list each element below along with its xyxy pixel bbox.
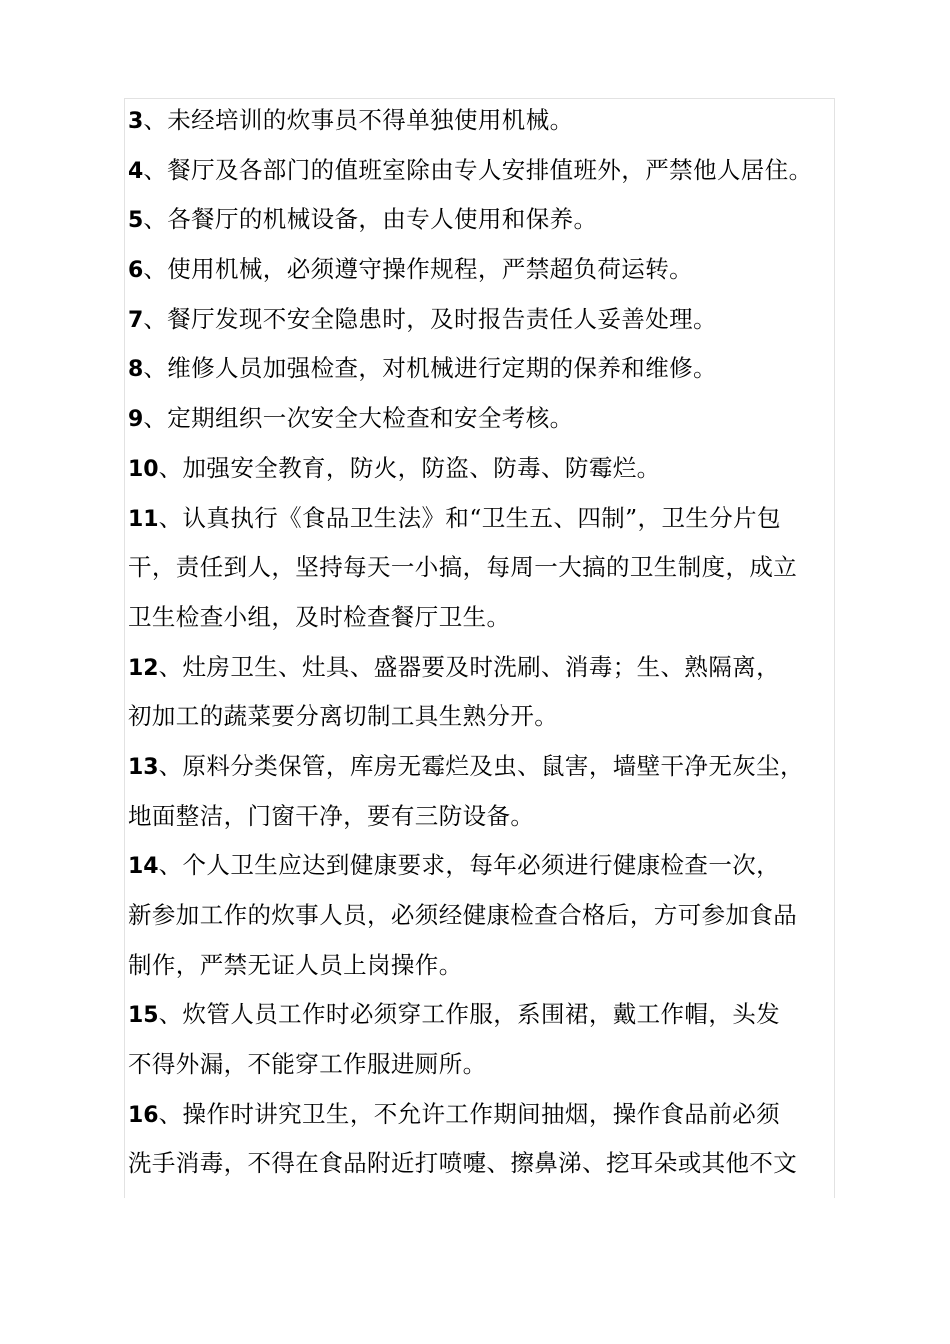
rule-item [128,146,844,196]
rule-line [128,742,844,792]
rule-line [128,245,844,295]
rule-number: 3 [128,109,144,134]
rule-number: 15 [128,1003,159,1029]
rule-line [128,394,844,444]
rule-line [128,195,844,245]
rule-text: 、定期组织一次安全大检查和安全考核。 [143,404,574,433]
rule-number: 10 [128,456,159,482]
rule-text: 、认真执行《食品卫生法》和“卫生五、四制”，卫生分片包 [158,503,781,532]
rule-text: 地面整洁，门窗干净，要有三防设备。 [128,801,535,830]
rule-line [128,841,844,891]
rule-text: 、使用机械，必须遵守操作规程，严禁超负荷运转。 [143,255,694,284]
rule-text: 制作，严禁无证人员上岗操作。 [128,950,463,979]
rule-item [128,1090,844,1189]
rule-number: 7 [128,307,144,333]
rule-line [128,494,844,544]
rule-line [128,1040,844,1090]
rule-number: 14 [128,854,159,880]
rule-item [128,643,844,742]
rule-line [128,295,844,345]
rule-number: 13 [128,754,159,780]
rule-text: 、加强安全教育，防火，防盗、防毒、防霉烂。 [158,453,661,482]
rule-text: 、各餐厅的机械设备，由专人使用和保养。 [143,205,598,234]
rule-line [128,543,844,593]
rule-text: 、原料分类保管，库房无霉烂及虫、鼠害，墙壁干净无灰尘， [158,751,804,780]
rule-item [128,494,844,643]
rule-number: 8 [128,357,144,383]
rule-text: 干，责任到人，坚持每天一小搞，每周一大搞的卫生制度，成立 [128,553,798,582]
rule-text: 、灶房卫生、灶具、盛器要及时洗刷、消毒；生、熟隔离， [158,652,781,681]
rule-item [128,295,844,345]
rule-line [128,146,844,196]
rule-number: 6 [128,258,144,284]
rule-item [128,444,844,494]
rule-line [128,643,844,693]
rule-number: 5 [128,208,144,234]
document-body [128,96,844,1189]
rule-line [128,444,844,494]
rule-text: 、餐厅发现不安全隐患时，及时报告责任人妥善处理。 [143,304,717,333]
rule-number: 11 [128,506,159,532]
rule-text: 新参加工作的炊事人员，必须经健康检查合格后，方可参加食品 [128,901,798,929]
rule-number: 9 [128,407,144,433]
rule-item [128,841,844,990]
rule-line [128,344,844,394]
rule-text: 、操作时讲究卫生，不允许工作期间抽烟，操作食品前必须 [158,1099,781,1128]
rule-line [128,990,844,1040]
rule-line [128,891,844,941]
rule-text: 、个人卫生应达到健康要求，每年必须进行健康检查一次， [158,851,781,880]
rule-item [128,742,844,841]
rule-line [128,692,844,742]
rule-line [128,1139,844,1189]
rule-line [128,1090,844,1140]
rule-number: 4 [128,158,144,184]
rule-line [128,792,844,842]
rule-number: 16 [128,1102,159,1128]
rule-text: 卫生检查小组，及时检查餐厅卫生。 [128,602,511,631]
rule-item [128,394,844,444]
rule-item [128,96,844,146]
rule-item [128,344,844,394]
rule-line [128,593,844,643]
rule-item [128,990,844,1089]
rule-line [128,96,844,146]
rule-text: 、餐厅及各部门的值班室除由专人安排值班外，严禁他人居住。 [143,155,813,184]
rule-number: 12 [128,655,159,681]
rule-line [128,941,844,991]
rule-item [128,245,844,295]
rule-text: 不得外漏，不能穿工作服进厕所。 [128,1050,487,1079]
rule-text: 、未经培训的炊事员不得单独使用机械。 [143,106,574,134]
rule-item [128,195,844,245]
rule-text: 初加工的蔬菜要分离切制工具生熟分开。 [128,702,559,731]
rule-text: 洗手消毒，不得在食品附近打喷嚏、擦鼻涕、挖耳朵或其他不文 [128,1149,798,1178]
rule-text: 、炊管人员工作时必须穿工作服，系围裙，戴工作帽，头发 [158,1000,781,1029]
rule-text: 、维修人员加强检查，对机械进行定期的保养和维修。 [143,354,717,383]
